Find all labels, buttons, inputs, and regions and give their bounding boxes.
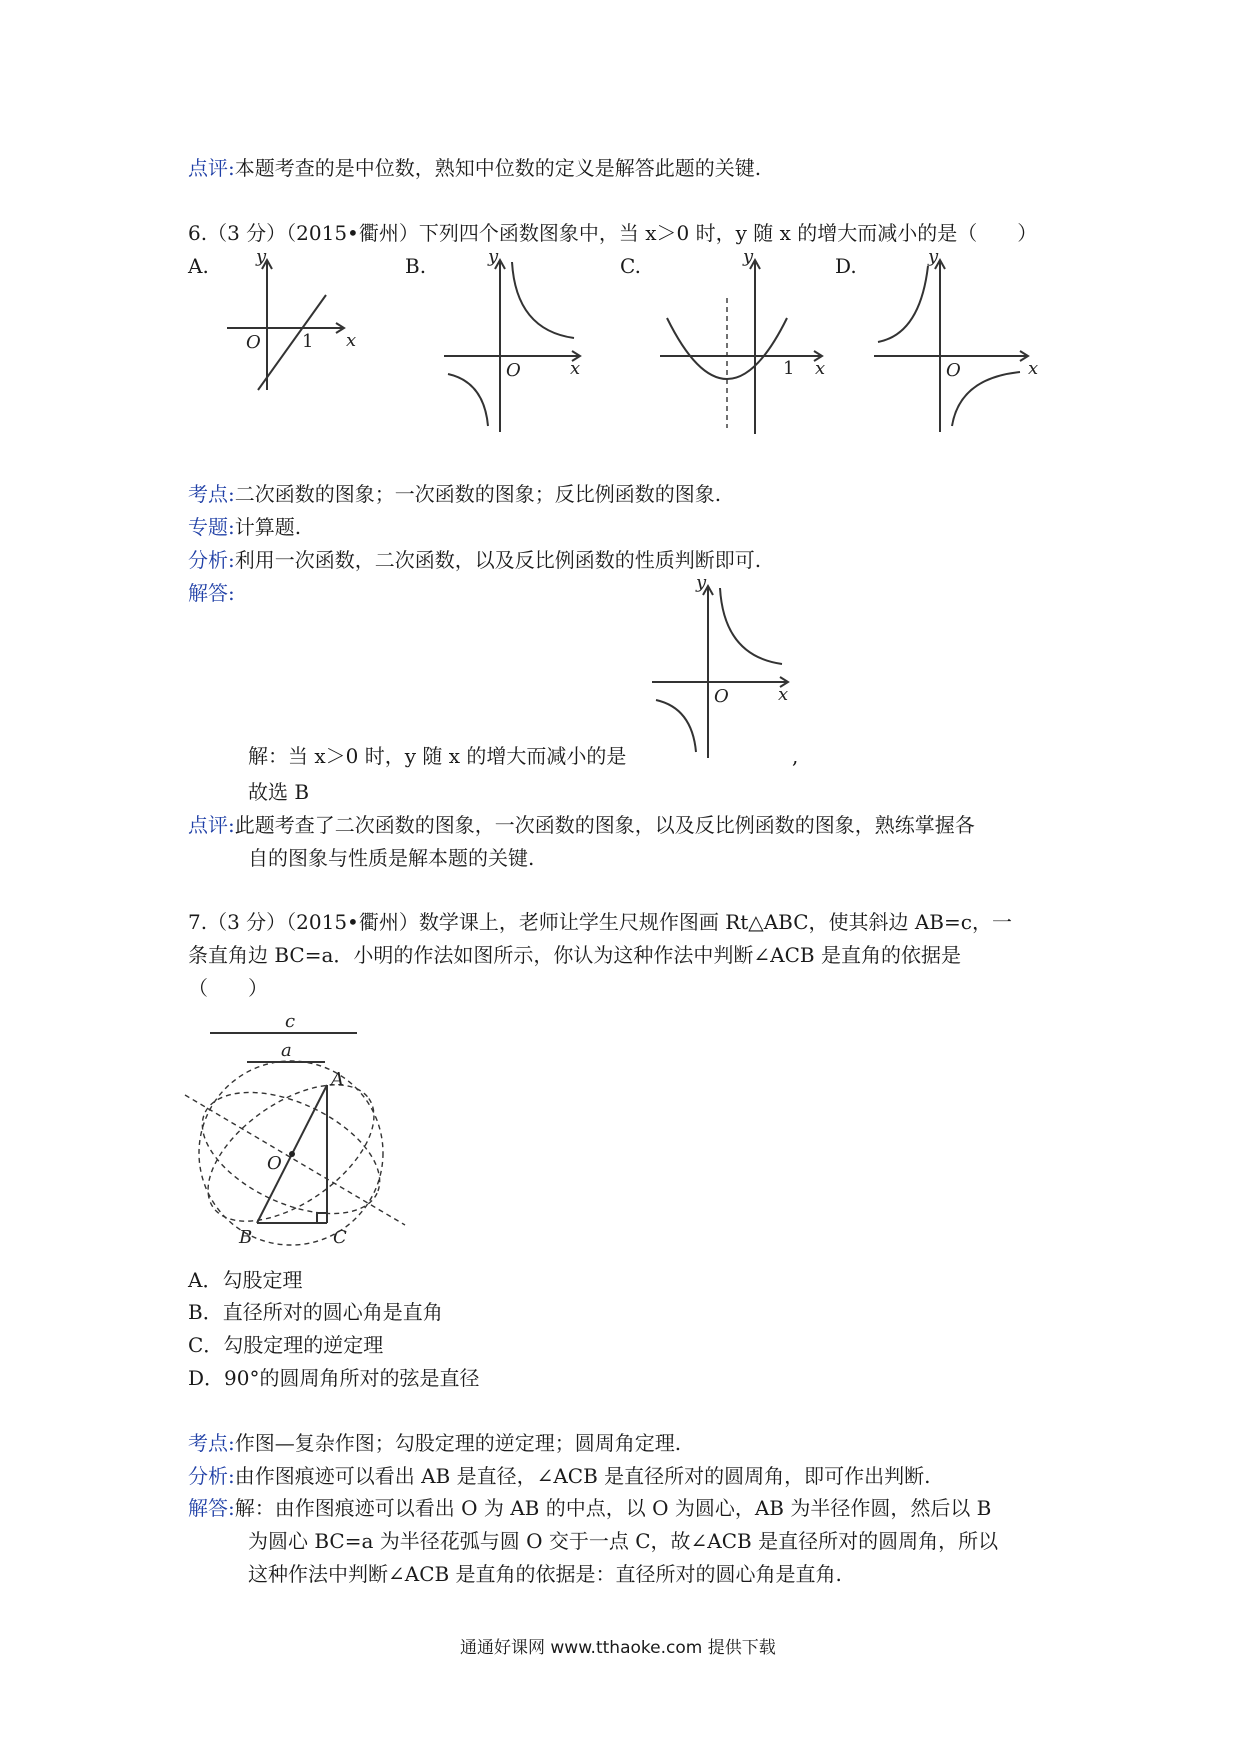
jieda-label: 解答: <box>188 1496 235 1520</box>
branch-right <box>512 262 574 338</box>
q6-kaodian <box>188 480 721 508</box>
one-label: 1 <box>302 331 314 352</box>
kaodian-label: 考点: <box>188 482 235 506</box>
origin-label: O <box>246 332 261 353</box>
q7-jieda-line2: 为圆心 BC=a 为半径花弧与圆 O 交于一点 C，故∠ACB 是直径所对的圆周角，所以 <box>248 1529 999 1553</box>
branch-left <box>448 374 488 426</box>
q7-option-a: A．勾股定理 <box>188 1268 303 1292</box>
y-label: y <box>488 246 499 267</box>
branch-left <box>656 700 696 752</box>
segment-c-label: c <box>285 1011 296 1032</box>
center-o-label: O <box>267 1153 282 1174</box>
fenxi-label: 分析: <box>188 1464 235 1488</box>
q6-jieda-label: 解答: <box>188 581 235 605</box>
q7-option-b: B．直径所对的圆心角是直角 <box>188 1300 443 1324</box>
y-label: y <box>743 246 754 267</box>
fenxi-text: 由作图痕迹可以看出 AB 是直径，∠ACB 是直径所对的圆周角，即可作出判断. <box>234 1464 931 1488</box>
q7-stem-line1: 7.（3 分）（2015•衢州）数学课上，老师让学生尺规作图画 Rt△ABC，使其斜边 AB=c，一 <box>188 910 1012 934</box>
vertex-a-label: A <box>331 1069 344 1090</box>
y-label: y <box>928 246 939 267</box>
q6-zhuanti <box>188 513 301 541</box>
fenxi-label: 分析: <box>188 548 235 572</box>
prev-review <box>188 154 761 182</box>
q6-jieda-comma: , <box>792 744 799 768</box>
fenxi-text: 利用一次函数，二次函数，以及反比例函数的性质判断即可. <box>234 548 762 572</box>
q7-jieda <box>188 1494 991 1522</box>
branch-right <box>720 588 782 664</box>
q7-option-c: C．勾股定理的逆定理 <box>188 1333 384 1357</box>
q7-option-d: D．90°的圆周角所对的弦是直径 <box>188 1366 480 1390</box>
zhuanti-text: 计算题. <box>234 515 302 539</box>
kaodian-label: 考点: <box>188 1431 235 1455</box>
y-label: y <box>696 572 707 593</box>
line-graph <box>258 295 326 390</box>
x-label: x <box>778 684 789 705</box>
origin-label: O <box>714 686 729 707</box>
q7-construction-figure <box>185 1005 425 1250</box>
q7-jieda-line3: 这种作法中判断∠ACB 是直角的依据是：直径所对的圆心角是直角. <box>248 1562 842 1586</box>
right-angle-mark <box>317 1213 327 1223</box>
review-text: 本题考查的是中位数，熟知中位数的定义是解答此题的关键. <box>234 156 762 180</box>
branch-right <box>952 372 1020 426</box>
review-label: 点评: <box>188 156 235 180</box>
review-label: 点评: <box>188 813 235 837</box>
jieda-text-1: 解：由作图痕迹可以看出 O 为 AB 的中点，以 O 为圆心，AB 为半径作圆，然后以 B <box>234 1496 992 1520</box>
q6-option-b-label: B. <box>405 254 427 278</box>
one-label: 1 <box>783 358 795 379</box>
x-label: x <box>346 330 357 351</box>
q6-review-line2: 自的图象与性质是解本题的关键. <box>248 846 535 870</box>
q6-option-a-label: A. <box>188 254 209 278</box>
q7-fenxi <box>188 1462 931 1490</box>
page-footer: 通通好课网 www.tthaoke.com 提供下载 <box>460 1638 776 1658</box>
q7-kaodian <box>188 1429 681 1457</box>
zhuanti-label: 专题: <box>188 515 235 539</box>
kaodian-text: 二次函数的图象；一次函数的图象；反比例函数的图象. <box>234 482 722 506</box>
kaodian-text: 作图—复杂作图；勾股定理的逆定理；圆周角定理. <box>234 1431 682 1455</box>
vertex-c-label: C <box>333 1227 347 1248</box>
center-point-o <box>289 1151 295 1157</box>
q6-option-c-label: C. <box>620 254 641 278</box>
q6-jieda-line1: 解：当 x＞0 时，y 随 x 的增大而减小的是 <box>248 744 627 768</box>
q7-stem-line2: 条直角边 BC=a．小明的作法如图所示，你认为这种作法中判断∠ACB 是直角的依据是 <box>188 943 961 967</box>
origin-label: O <box>946 360 961 381</box>
vertex-b-label: B <box>239 1227 253 1248</box>
q6-graph-d <box>870 246 1045 440</box>
q6-fenxi <box>188 546 761 574</box>
q6-jieda-line2: 故选 B <box>248 780 310 804</box>
y-label: y <box>256 246 267 267</box>
x-label: x <box>570 358 581 379</box>
x-label: x <box>1028 358 1039 379</box>
q6-review <box>188 811 975 839</box>
review-text-1: 此题考查了二次函数的图象，一次函数的图象，以及反比例函数的图象，熟练掌握各 <box>234 813 975 837</box>
q6-option-d-label: D. <box>835 254 857 278</box>
q6-stem: 6.（3 分）（2015•衢州）下列四个函数图象中，当 x＞0 时，y 随 x 的增大而减小的是（ ） <box>188 221 1038 245</box>
q6-graph-c <box>655 246 835 440</box>
origin-label: O <box>506 360 521 381</box>
q6-graph-a <box>222 246 372 400</box>
segment-a-label: a <box>281 1040 292 1061</box>
branch-left <box>878 266 928 342</box>
q6-answer-graph <box>648 572 798 766</box>
q6-graph-b <box>440 246 590 440</box>
q7-stem-line3: （ ） <box>188 976 268 1000</box>
x-label: x <box>815 358 826 379</box>
